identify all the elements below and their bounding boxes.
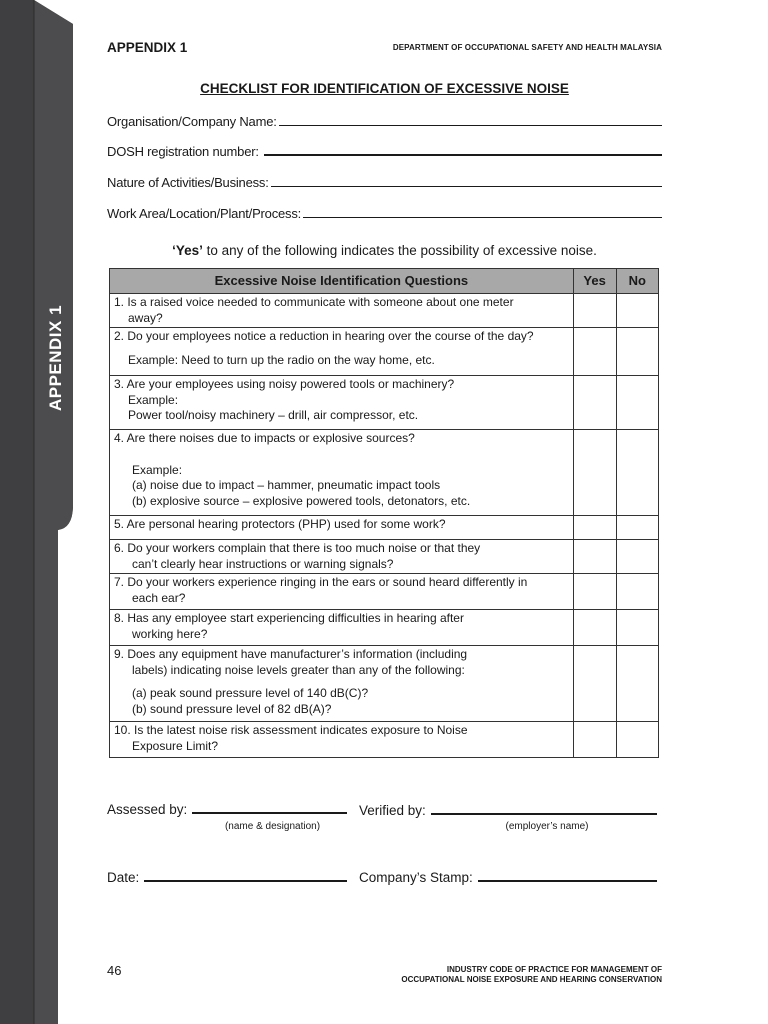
yes-instruction bbox=[107, 243, 662, 258]
question-line: 6. Do your workers complain that there is too much noise or that they bbox=[114, 541, 481, 555]
yes-checkbox-7[interactable] bbox=[573, 574, 616, 610]
table-row bbox=[110, 328, 659, 376]
question-example: Example: bbox=[128, 392, 179, 407]
table-header-row bbox=[110, 269, 659, 294]
dosh-number-field[interactable] bbox=[107, 144, 662, 159]
question-5 bbox=[110, 516, 574, 540]
appendix-heading: APPENDIX 1 bbox=[107, 40, 188, 55]
question-line: away? bbox=[128, 310, 163, 325]
question-10 bbox=[110, 722, 574, 758]
no-checkbox-1[interactable] bbox=[616, 294, 658, 328]
question-8 bbox=[110, 610, 574, 646]
question-9 bbox=[110, 646, 574, 722]
yes-checkbox-5[interactable] bbox=[573, 516, 616, 540]
questions-column-header: Excessive Noise Identification Questions bbox=[110, 269, 574, 294]
question-line: 7. Do your workers experience ringing in the ears or sound heard differently in bbox=[114, 575, 528, 589]
side-tab-shape bbox=[0, 0, 76, 1024]
question-line: working here? bbox=[132, 626, 208, 641]
question-line: 8. Has any employee start experiencing difficulties in hearing after bbox=[114, 611, 464, 625]
side-tab-label: APPENDIX 1 bbox=[46, 304, 65, 412]
no-checkbox-2[interactable] bbox=[616, 328, 658, 376]
checklist-title: CHECKLIST FOR IDENTIFICATION OF EXCESSIVE NOISE bbox=[200, 81, 569, 96]
nature-of-business-field[interactable] bbox=[107, 175, 662, 190]
footer-line-1: INDUSTRY CODE OF PRACTICE FOR MANAGEMENT OF bbox=[446, 965, 662, 974]
date-label: Date: bbox=[107, 870, 140, 885]
footer-line-2: OCCUPATIONAL NOISE EXPOSURE AND HEARING CONSERVATION bbox=[401, 975, 662, 984]
side-tab bbox=[0, 0, 76, 1024]
verified-by-caption: (employer’s name) bbox=[505, 821, 589, 832]
yes-checkbox-2[interactable] bbox=[573, 328, 616, 376]
company-stamp-field[interactable] bbox=[359, 870, 657, 885]
department-heading: DEPARTMENT OF OCCUPATIONAL SAFETY AND HEALTH MALAYSIA bbox=[392, 43, 662, 52]
assessed-by-caption: (name & designation) bbox=[224, 821, 321, 832]
company-stamp-line[interactable] bbox=[478, 880, 657, 882]
question-6 bbox=[110, 540, 574, 574]
yes-checkbox-9[interactable] bbox=[573, 646, 616, 722]
work-area-line[interactable] bbox=[303, 216, 662, 218]
question-example: (b) sound pressure level of 82 dB(A)? bbox=[132, 701, 332, 716]
noise-checklist-table bbox=[109, 268, 659, 758]
question-3 bbox=[110, 376, 574, 430]
company-name-field[interactable] bbox=[107, 114, 662, 129]
question-line: 4. Are there noises due to impacts or explosive sources? bbox=[114, 431, 415, 445]
no-checkbox-3[interactable] bbox=[616, 376, 658, 430]
assessed-by-line[interactable] bbox=[192, 812, 347, 814]
yes-checkbox-4[interactable] bbox=[573, 430, 616, 516]
yes-instruction-text: to any of the following indicates the possibility of excessive noise. bbox=[202, 243, 597, 258]
work-area-field[interactable] bbox=[107, 206, 662, 221]
assessed-by-field[interactable] bbox=[107, 802, 347, 817]
question-line: 1. Is a raised voice needed to communicate with someone about one meter bbox=[114, 295, 514, 309]
question-line: each ear? bbox=[132, 590, 186, 605]
no-checkbox-4[interactable] bbox=[616, 430, 658, 516]
yes-checkbox-6[interactable] bbox=[573, 540, 616, 574]
question-example: (a) noise due to impact – hammer, pneumatic impact tools bbox=[132, 478, 441, 492]
no-checkbox-10[interactable] bbox=[616, 722, 658, 758]
question-1 bbox=[110, 294, 574, 328]
question-line: can’t clearly hear instructions or warning signals? bbox=[132, 556, 394, 571]
question-line: 5. Are personal hearing protectors (PHP) used for some work? bbox=[114, 517, 446, 531]
nature-of-business-label: Nature of Activities/Business: bbox=[107, 175, 269, 190]
table-row bbox=[110, 646, 659, 722]
no-checkbox-9[interactable] bbox=[616, 646, 658, 722]
dosh-number-label: DOSH registration number: bbox=[107, 144, 259, 159]
question-line: labels) indicating noise levels greater than any of the following: bbox=[132, 662, 465, 677]
question-example: Example: bbox=[132, 462, 183, 477]
verified-by-line[interactable] bbox=[431, 813, 657, 815]
document-footer bbox=[380, 965, 662, 985]
question-example: Power tool/noisy machinery – drill, air compressor, etc. bbox=[128, 408, 419, 422]
date-line[interactable] bbox=[144, 880, 347, 882]
question-example: Example: Need to turn up the radio on the way home, etc. bbox=[128, 352, 435, 367]
yes-checkbox-10[interactable] bbox=[573, 722, 616, 758]
company-name-label: Organisation/Company Name: bbox=[107, 114, 277, 129]
yes-checkbox-1[interactable] bbox=[573, 294, 616, 328]
question-line: 2. Do your employees notice a reduction in hearing over the course of the day? bbox=[114, 329, 534, 343]
no-checkbox-5[interactable] bbox=[616, 516, 658, 540]
dosh-number-line[interactable] bbox=[264, 153, 662, 156]
work-area-label: Work Area/Location/Plant/Process: bbox=[107, 206, 302, 221]
verified-by-label: Verified by: bbox=[359, 803, 426, 818]
yes-column-header: Yes bbox=[573, 269, 616, 294]
no-checkbox-8[interactable] bbox=[616, 610, 658, 646]
no-column-header: No bbox=[616, 269, 658, 294]
table-row bbox=[110, 294, 659, 328]
question-line: Exposure Limit? bbox=[132, 738, 219, 753]
company-name-line[interactable] bbox=[279, 124, 662, 126]
page-number: 46 bbox=[107, 963, 122, 978]
question-example: (b) explosive source – explosive powered tools, detonators, etc. bbox=[132, 493, 471, 508]
question-line: 10. Is the latest noise risk assessment indicates exposure to Noise bbox=[114, 723, 468, 737]
table-row bbox=[110, 540, 659, 574]
assessed-by-label: Assessed by: bbox=[107, 802, 188, 817]
question-line: 9. Does any equipment have manufacturer’s information (including bbox=[114, 647, 468, 661]
verified-by-field[interactable] bbox=[359, 803, 657, 818]
nature-of-business-line[interactable] bbox=[271, 185, 662, 187]
question-4 bbox=[110, 430, 574, 516]
table-row bbox=[110, 722, 659, 758]
table-row bbox=[110, 574, 659, 610]
question-line: 3. Are your employees using noisy powered tools or machinery? bbox=[114, 377, 455, 391]
table-row bbox=[110, 516, 659, 540]
company-stamp-label: Company’s Stamp: bbox=[359, 870, 473, 885]
question-7 bbox=[110, 574, 574, 610]
question-2 bbox=[110, 328, 574, 376]
table-row bbox=[110, 430, 659, 516]
yes-checkbox-8[interactable] bbox=[573, 610, 616, 646]
no-checkbox-7[interactable] bbox=[616, 574, 658, 610]
no-checkbox-6[interactable] bbox=[616, 540, 658, 574]
yes-emphasis: ‘Yes’ bbox=[172, 243, 203, 258]
table-row bbox=[110, 376, 659, 430]
table-row bbox=[110, 610, 659, 646]
date-field[interactable] bbox=[107, 870, 347, 885]
question-example: (a) peak sound pressure level of 140 dB(C)? bbox=[132, 686, 369, 700]
yes-checkbox-3[interactable] bbox=[573, 376, 616, 430]
